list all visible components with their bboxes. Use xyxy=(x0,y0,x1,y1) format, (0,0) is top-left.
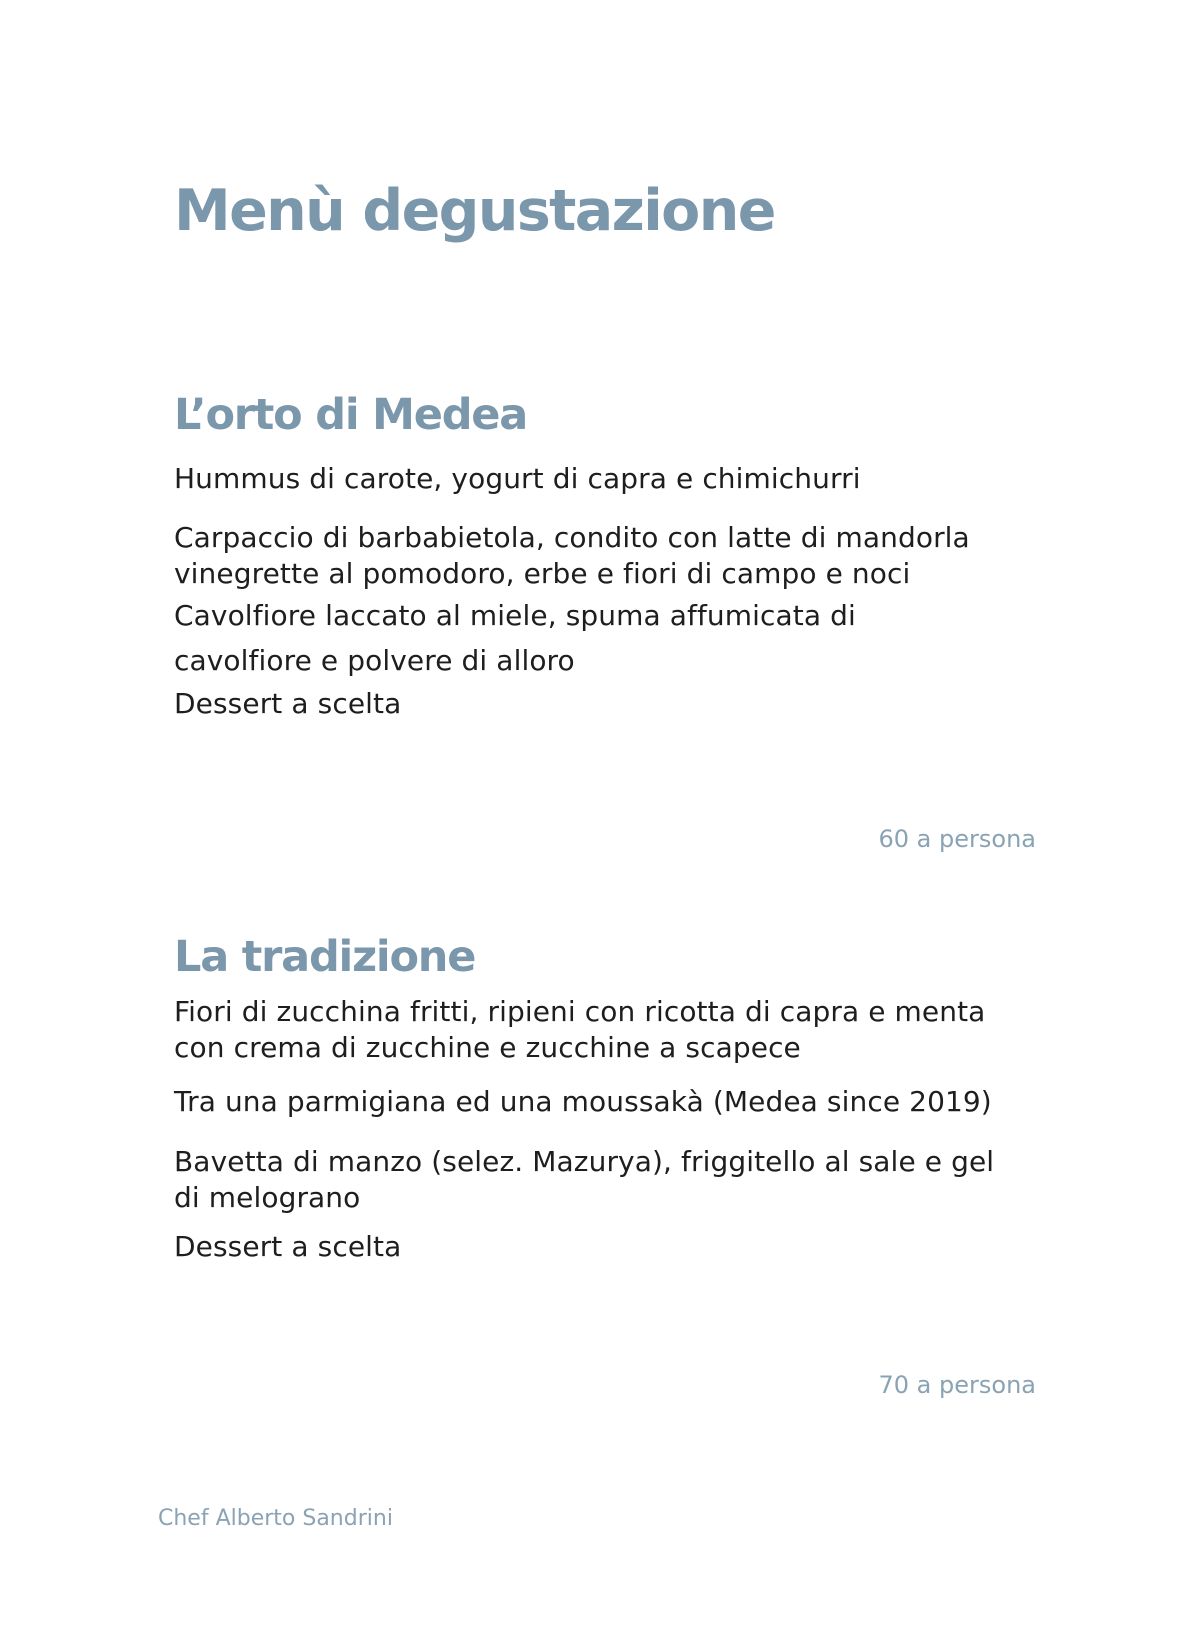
dish-line: Fiori di zucchina fritti, ripieni con ricotta di capra e menta xyxy=(174,995,986,1028)
price-tradizione: 70 a persona xyxy=(878,1371,1036,1399)
page-title: Menù degustazione xyxy=(174,178,775,244)
dish-line: vinegrette al pomodoro, erbe e fiori di campo e noci xyxy=(174,557,911,590)
dish-line: Cavolfiore laccato al miele, spuma affumicata di xyxy=(174,599,856,632)
section-title-tradizione: La tradizione xyxy=(174,932,476,982)
chef-signature: Chef Alberto Sandrini xyxy=(158,1506,393,1531)
dish-line: cavolfiore e polvere di alloro xyxy=(174,644,575,677)
section-title-orto: L’orto di Medea xyxy=(174,390,528,440)
dish-line: con crema di zucchine e zucchine a scapece xyxy=(174,1031,801,1064)
dish-line: Bavetta di manzo (selez. Mazurya), friggitello al sale e gel xyxy=(174,1145,995,1178)
dish-line: di melograno xyxy=(174,1181,361,1214)
dish-line: Dessert a scelta xyxy=(174,687,402,720)
dish-line: Carpaccio di barbabietola, condito con latte di mandorla xyxy=(174,521,970,554)
dish-line: Hummus di carote, yogurt di capra e chimichurri xyxy=(174,462,861,495)
dish-line: Dessert a scelta xyxy=(174,1230,402,1263)
price-orto: 60 a persona xyxy=(878,825,1036,853)
dish-line: Tra una parmigiana ed una moussakà (Medea since 2019) xyxy=(174,1085,992,1118)
